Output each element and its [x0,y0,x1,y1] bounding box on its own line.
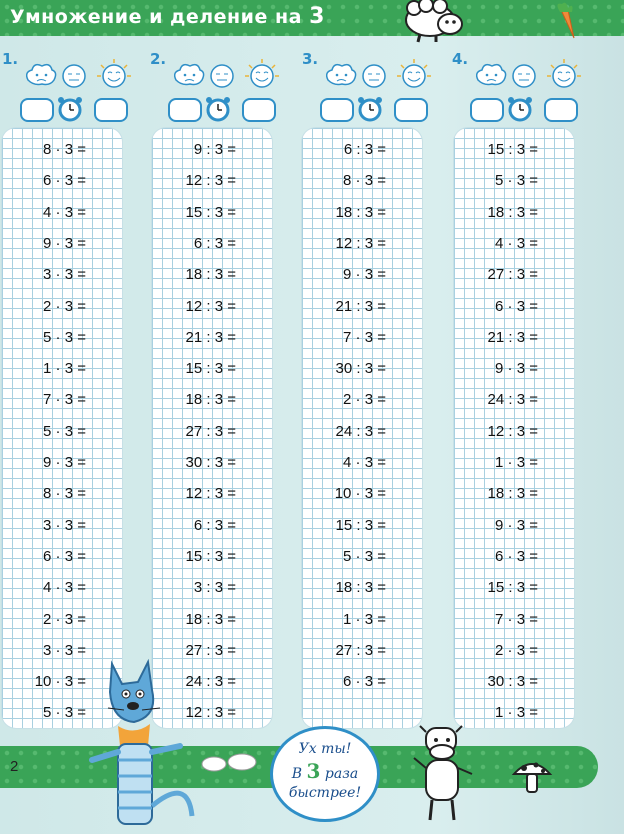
exercise-row: 5 · 3 = [43,422,86,440]
time-box[interactable] [242,98,276,122]
exercise-number: 3. [302,50,319,68]
exercise-row: 1 · 3 = [495,454,538,471]
mood-icons [22,58,142,94]
exercise-row: 3 · 3 = [43,516,86,534]
exercise-row: 2 · 3 = [43,610,86,628]
exercise-row: 5 · 3 = [343,547,386,565]
exercise-column-3 [302,128,422,728]
sheep-icon [398,0,468,44]
bubble-line-2-pre: В [291,766,303,782]
neutral-face-icon [513,65,535,87]
exercise-row: 9 · 3 = [495,360,538,378]
stones-icon [200,750,260,774]
exercise-row: 6 : 3 = [343,141,386,158]
bubble-line-2 [273,759,377,783]
exercise-row: 9 · 3 = [343,266,386,284]
sun-face-icon [245,59,279,87]
exercise-row: 6 : 3 = [193,234,236,252]
exercise-row: 2 · 3 = [495,641,538,659]
exercise-row: 4 · 3 = [495,234,538,252]
exercise-row: 18 : 3 = [487,203,538,221]
exercise-row: 5 · 3 = [43,704,86,722]
mushroom-icon [510,756,554,796]
exercise-row: 3 · 3 = [43,266,86,284]
exercise-row: 8 · 3 = [343,172,386,190]
bubble-line-1: Ух ты! [298,741,352,757]
cat-icon [88,656,198,834]
exercise-row: 12 : 3 = [335,234,386,252]
alarm-clock-icon [506,95,534,123]
cloud-face-icon [27,65,56,85]
exercise-row: 1 · 3 = [343,610,386,628]
time-box[interactable] [544,98,578,122]
exercise-row: 5 · 3 = [495,172,538,190]
exercise-row: 15 : 3 = [185,203,236,221]
column-header-1 [2,48,142,128]
exercise-row: 6 · 3 = [343,673,386,691]
exercise-row: 21 : 3 = [487,328,538,346]
exercise-row: 2 · 3 = [343,391,386,409]
exercise-row: 12 : 3 = [487,422,538,440]
column-header-3 [302,48,442,128]
exercise-row: 15 : 3 = [335,516,386,534]
exercise-row: 18 : 3 = [185,266,236,284]
exercise-row: 2 · 3 = [43,297,86,315]
exercise-row: 10 · 3 = [334,485,386,503]
exercise-row: 7 · 3 = [43,391,86,409]
exercise-row: 6 · 3 = [495,547,538,565]
exercise-row: 18 : 3 = [185,391,236,409]
header-band [0,0,624,36]
mood-icons [170,58,290,94]
bubble-number: 3 [306,759,321,783]
exercise-row: 15 : 3 = [185,360,236,378]
exercise-row: 27 : 3 = [487,266,538,284]
neutral-face-icon [363,65,385,87]
title-number: 3 [309,4,325,29]
alarm-clock-icon [56,95,84,123]
exercise-row: 1 · 3 = [43,360,86,378]
exercise-row: 6 : 3 = [193,516,236,534]
exercise-row: 6 · 3 = [43,547,86,565]
exercise-row: 30 : 3 = [185,454,236,471]
exercise-row: 21 : 3 = [185,328,236,346]
exercise-row: 10 · 3 = [34,673,86,691]
page-number: 2 [10,758,19,775]
bubble-line-3: быстрее! [288,785,362,801]
exercise-row: 4 · 3 = [43,203,86,221]
mood-icons [472,58,592,94]
exercise-number: 4. [452,50,469,68]
alarm-clock-icon [204,95,232,123]
exercise-row: 24 : 3 = [487,391,538,409]
exercise-row: 5 · 3 = [43,328,86,346]
exercise-column-2 [152,128,272,728]
exercise-number: 2. [150,50,167,68]
exercise-column-4 [454,128,574,728]
time-box[interactable] [94,98,128,122]
exercise-row: 7 · 3 = [495,610,538,628]
exercise-row: 12 : 3 = [185,297,236,315]
exercise-row: 21 : 3 = [335,297,386,315]
mood-icons [322,58,442,94]
time-box[interactable] [320,98,354,122]
exercise-row: 9 · 3 = [495,516,538,534]
exercise-row: 12 : 3 = [185,704,236,722]
sun-face-icon [97,59,131,87]
exercise-row: 18 : 3 = [335,579,386,597]
exercise-row: 4 · 3 = [343,454,386,471]
exercise-row: 24 : 3 = [335,422,386,440]
neutral-face-icon [211,65,233,87]
page-title [10,4,325,29]
exercise-row: 3 · 3 = [43,641,86,659]
exercise-row: 15 : 3 = [185,547,236,565]
exercise-row: 7 · 3 = [343,328,386,346]
time-box[interactable] [394,98,428,122]
exercise-row: 30 : 3 = [487,673,538,691]
exercise-row: 4 · 3 = [43,579,86,597]
time-box[interactable] [470,98,504,122]
exercise-row: 27 : 3 = [335,641,386,659]
cloud-face-icon [327,65,356,85]
exercise-row: 6 · 3 = [43,172,86,190]
exercise-row: 3 : 3 = [193,579,236,597]
time-box[interactable] [168,98,202,122]
exercise-row: 8 · 3 = [43,485,86,503]
exercise-row: 9 · 3 = [43,234,86,252]
exercise-row: 24 : 3 = [185,673,236,691]
sun-face-icon [547,59,581,87]
exercise-row: 9 · 3 = [43,454,86,471]
exercise-row: 18 : 3 = [335,203,386,221]
exercise-row: 27 : 3 = [185,422,236,440]
exercise-row: 9 : 3 = [193,141,236,158]
cow-icon [412,722,476,826]
exercise-row: 12 : 3 = [185,485,236,503]
carrot-icon [548,0,584,40]
cloud-face-icon [477,65,506,85]
exercise-row: 30 : 3 = [335,360,386,378]
exercise-row: 6 · 3 = [495,297,538,315]
alarm-clock-icon [356,95,384,123]
time-box[interactable] [20,98,54,122]
exercise-row: 18 : 3 = [185,610,236,628]
exercise-row: 1 · 3 = [495,704,538,722]
exercise-number: 1. [2,50,19,68]
title-text: Умножение и деление на [10,6,302,28]
exercise-row: 18 : 3 = [487,485,538,503]
exercise-row: 8 · 3 = [43,141,86,158]
exercise-row: 15 : 3 = [487,579,538,597]
exercise-column-1 [2,128,122,728]
exercise-row: 15 : 3 = [487,141,538,158]
exercise-row: 27 : 3 = [185,641,236,659]
exercise-row: 12 : 3 = [185,172,236,190]
neutral-face-icon [63,65,85,87]
column-header-4 [452,48,592,128]
sun-face-icon [397,59,431,87]
cloud-face-icon [175,65,204,85]
speech-bubble [270,726,380,822]
column-header-2 [150,48,290,128]
bubble-line-2-post: раза [324,766,359,782]
